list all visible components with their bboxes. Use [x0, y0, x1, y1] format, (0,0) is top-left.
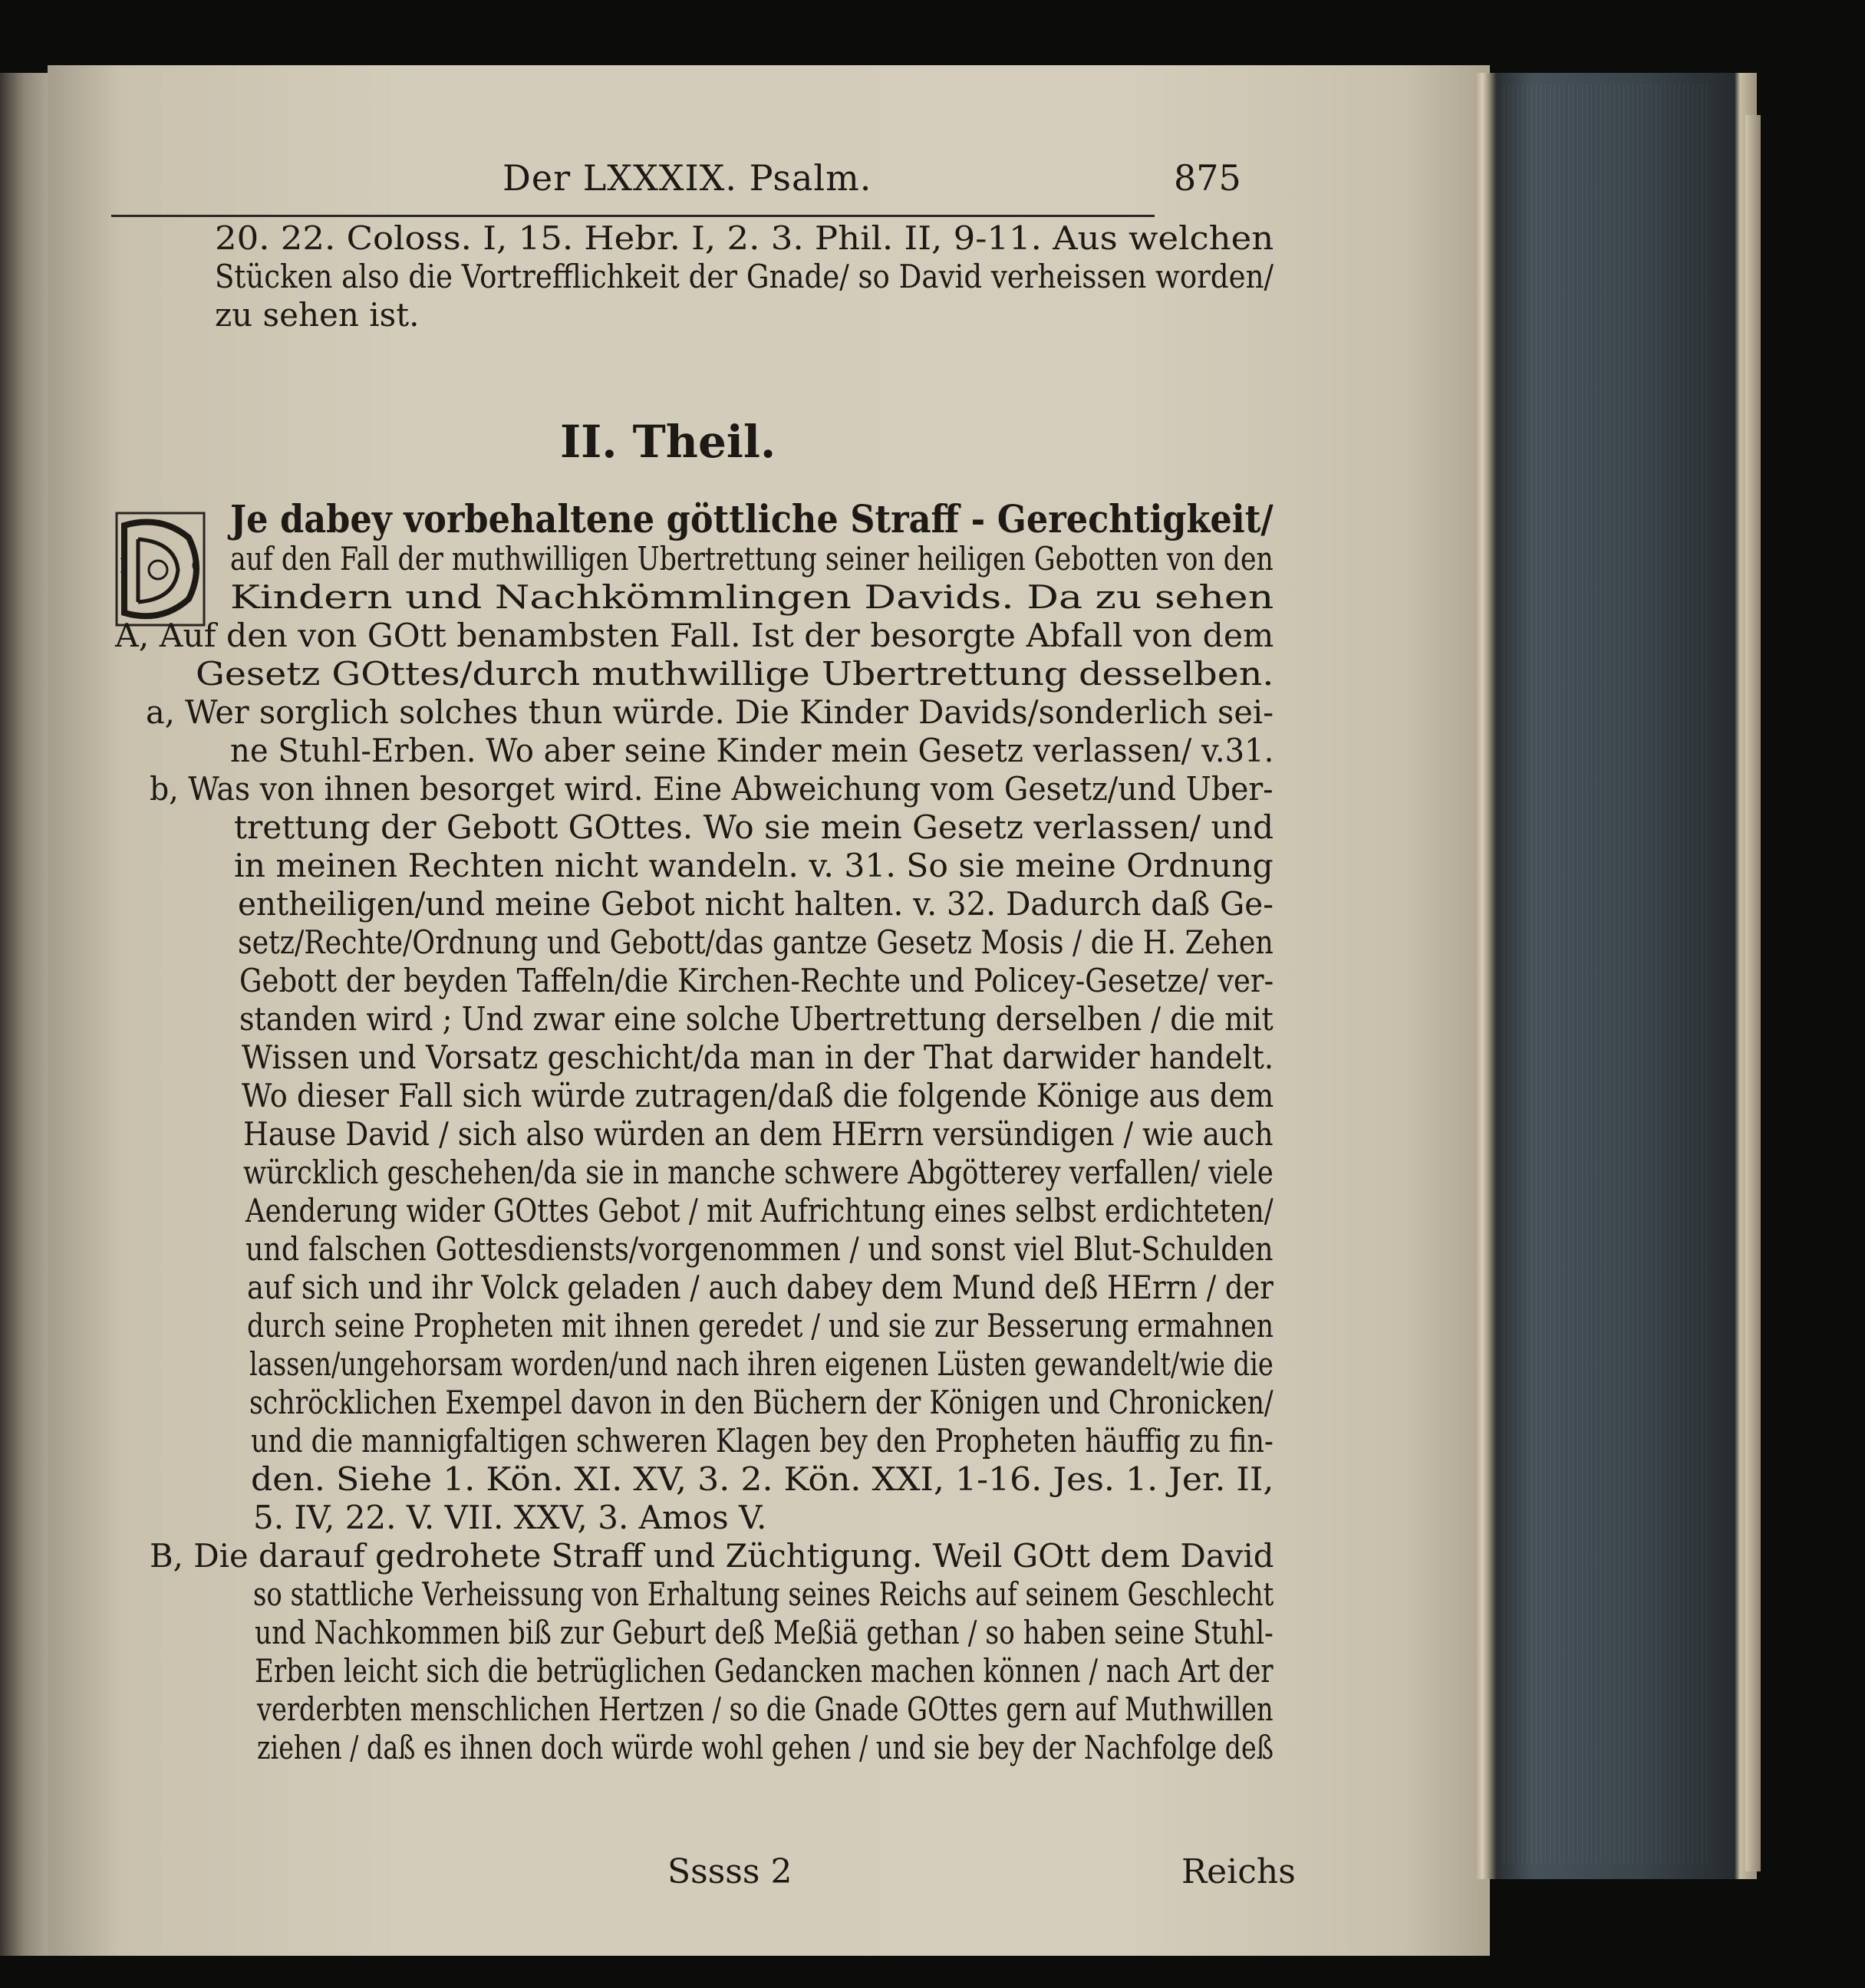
text-line: auf den Fall der muthwilligen Ubertrettung seiner heiligen Gebotten von den: [230, 540, 1274, 578]
page-block-lines: [1504, 84, 1711, 1864]
text-line: A, Auf den von GOtt benambsten Fall. Ist der besorgte Abfall von dem: [115, 617, 1274, 654]
text-line: so stattliche Verheissung von Erhaltung seines Reichs auf seinem Geschlecht: [253, 1575, 1274, 1613]
text-line: a, Wer sorglich solches thun würde. Die Kinder Davids/sonderlich sei-: [146, 693, 1274, 731]
running-head: [115, 157, 1266, 211]
text-line: entheiligen/und meine Gebot nicht halten. v. 32. Dadurch daß Ge-: [238, 885, 1274, 923]
text-line: auf sich und ihr Volck geladen / auch dabey dem Mund deß HErrn / der: [247, 1269, 1274, 1306]
signature-mark: Sssss 2: [667, 1852, 792, 1891]
text-line: Hause David / sich also würden an dem HErrn versündigen / wie auch: [243, 1115, 1274, 1153]
text-line: und Nachkommen biß zur Geburt deß Meßiä gethan / so haben seine Stuhl-: [255, 1614, 1274, 1651]
text-line: B, Die darauf gedrohete Straff und Züchtigung. Weil GOtt dem David: [150, 1537, 1274, 1575]
text-line: setz/Rechte/Ordnung und Gebott/das gantze Gesetz Mosis / die H. Zehen: [238, 923, 1274, 961]
header-rule: [111, 215, 1155, 217]
initial-ornament-icon: [115, 512, 206, 627]
left-page-edge: [0, 73, 54, 1956]
text-line: schröcklichen Exempel davon in den Büchern der Königen und Chronicken/: [249, 1384, 1274, 1421]
text-line: und falschen Gottesdiensts/vorgenommen / und sonst viel Blut-Schulden: [245, 1230, 1274, 1268]
text-line: 20. 22. Coloss. I, 15. Hebr. I, 2. 3. Phil. II, 9-11. Aus welchen: [215, 219, 1274, 257]
running-head-title: Der LXXXIX. Psalm.: [502, 157, 872, 199]
text-line: in meinen Rechten nicht wandeln. v. 31. So sie meine Ordnung: [234, 847, 1274, 884]
text-line: Wissen und Vorsatz geschicht/da man in der That darwider handelt.: [242, 1038, 1274, 1076]
text-line: lassen/ungehorsam worden/und nach ihren eigenen Lüsten gewandelt/wie die: [249, 1345, 1274, 1383]
text-line: Kindern und Nachkömmlingen Davids. Da zu sehen: [230, 578, 1274, 616]
text-line: würcklich geschehen/da sie in manche schwere Abgötterey verfallen/ viele: [243, 1154, 1274, 1191]
text-line: b, Was von ihnen besorget wird. Eine Abweichung vom Gesetz/und Uber-: [150, 770, 1274, 808]
section-heading: II. Theil.: [560, 416, 776, 468]
text-line: und die mannigfaltigen schweren Klagen bey den Propheten häuffig zu fin-: [251, 1422, 1274, 1460]
catchword: Reichs: [1181, 1852, 1296, 1891]
book-cover-edge: [1745, 115, 1761, 1871]
text-line: Gebott der beyden Taffeln/die Kirchen-Rechte und Policey-Gesetze/ ver-: [239, 962, 1274, 999]
text-line: zu sehen ist.: [215, 296, 420, 334]
text-line: Stücken also die Vortrefflichkeit der Gnade/ so David verheissen worden/: [215, 258, 1274, 295]
text-line: Gesetz GOttes/durch muthwillige Ubertrettung desselben.: [196, 655, 1274, 693]
page-text-block: [115, 157, 1296, 1891]
text-line: ne Stuhl-Erben. Wo aber seine Kinder mein Gesetz verlassen/ v.31.: [230, 732, 1274, 769]
text-line: standen wird ; Und zwar eine solche Ubertrettung derselben / die mit: [239, 1000, 1274, 1038]
text-line: 5. IV, 22. V. VII. XXV, 3. Amos V.: [253, 1499, 767, 1536]
text-line: Erben leicht sich die betrüglichen Gedancken machen können / nach Art der: [255, 1652, 1274, 1690]
text-line: verderbten menschlichen Hertzen / so die Gnade GOttes gern auf Muthwillen: [257, 1690, 1274, 1728]
text-line: Je dabey vorbehaltene göttliche Straff - Gerechtigkeit/: [230, 496, 1274, 541]
text-line: Aenderung wider GOttes Gebot / mit Aufrichtung eines selbst erdichteten/: [245, 1192, 1274, 1229]
text-line: trettung der Gebott GOttes. Wo sie mein Gesetz verlassen/ und: [234, 808, 1274, 846]
text-line: Wo dieser Fall sich würde zutragen/daß die folgende Könige aus dem: [242, 1077, 1274, 1114]
page-number: 875: [1174, 157, 1241, 199]
text-line: durch seine Propheten mit ihnen geredet / und sie zur Besserung ermahnen: [247, 1307, 1274, 1345]
decorated-initial-d: [115, 512, 206, 627]
text-line: ziehen / daß es ihnen doch würde wohl gehen / und sie bey der Nachfolge deß: [257, 1729, 1274, 1766]
text-line: den. Siehe 1. Kön. XI. XV, 3. 2. Kön. XXI, 1-16. Jes. 1. Jer. II,: [251, 1460, 1274, 1498]
